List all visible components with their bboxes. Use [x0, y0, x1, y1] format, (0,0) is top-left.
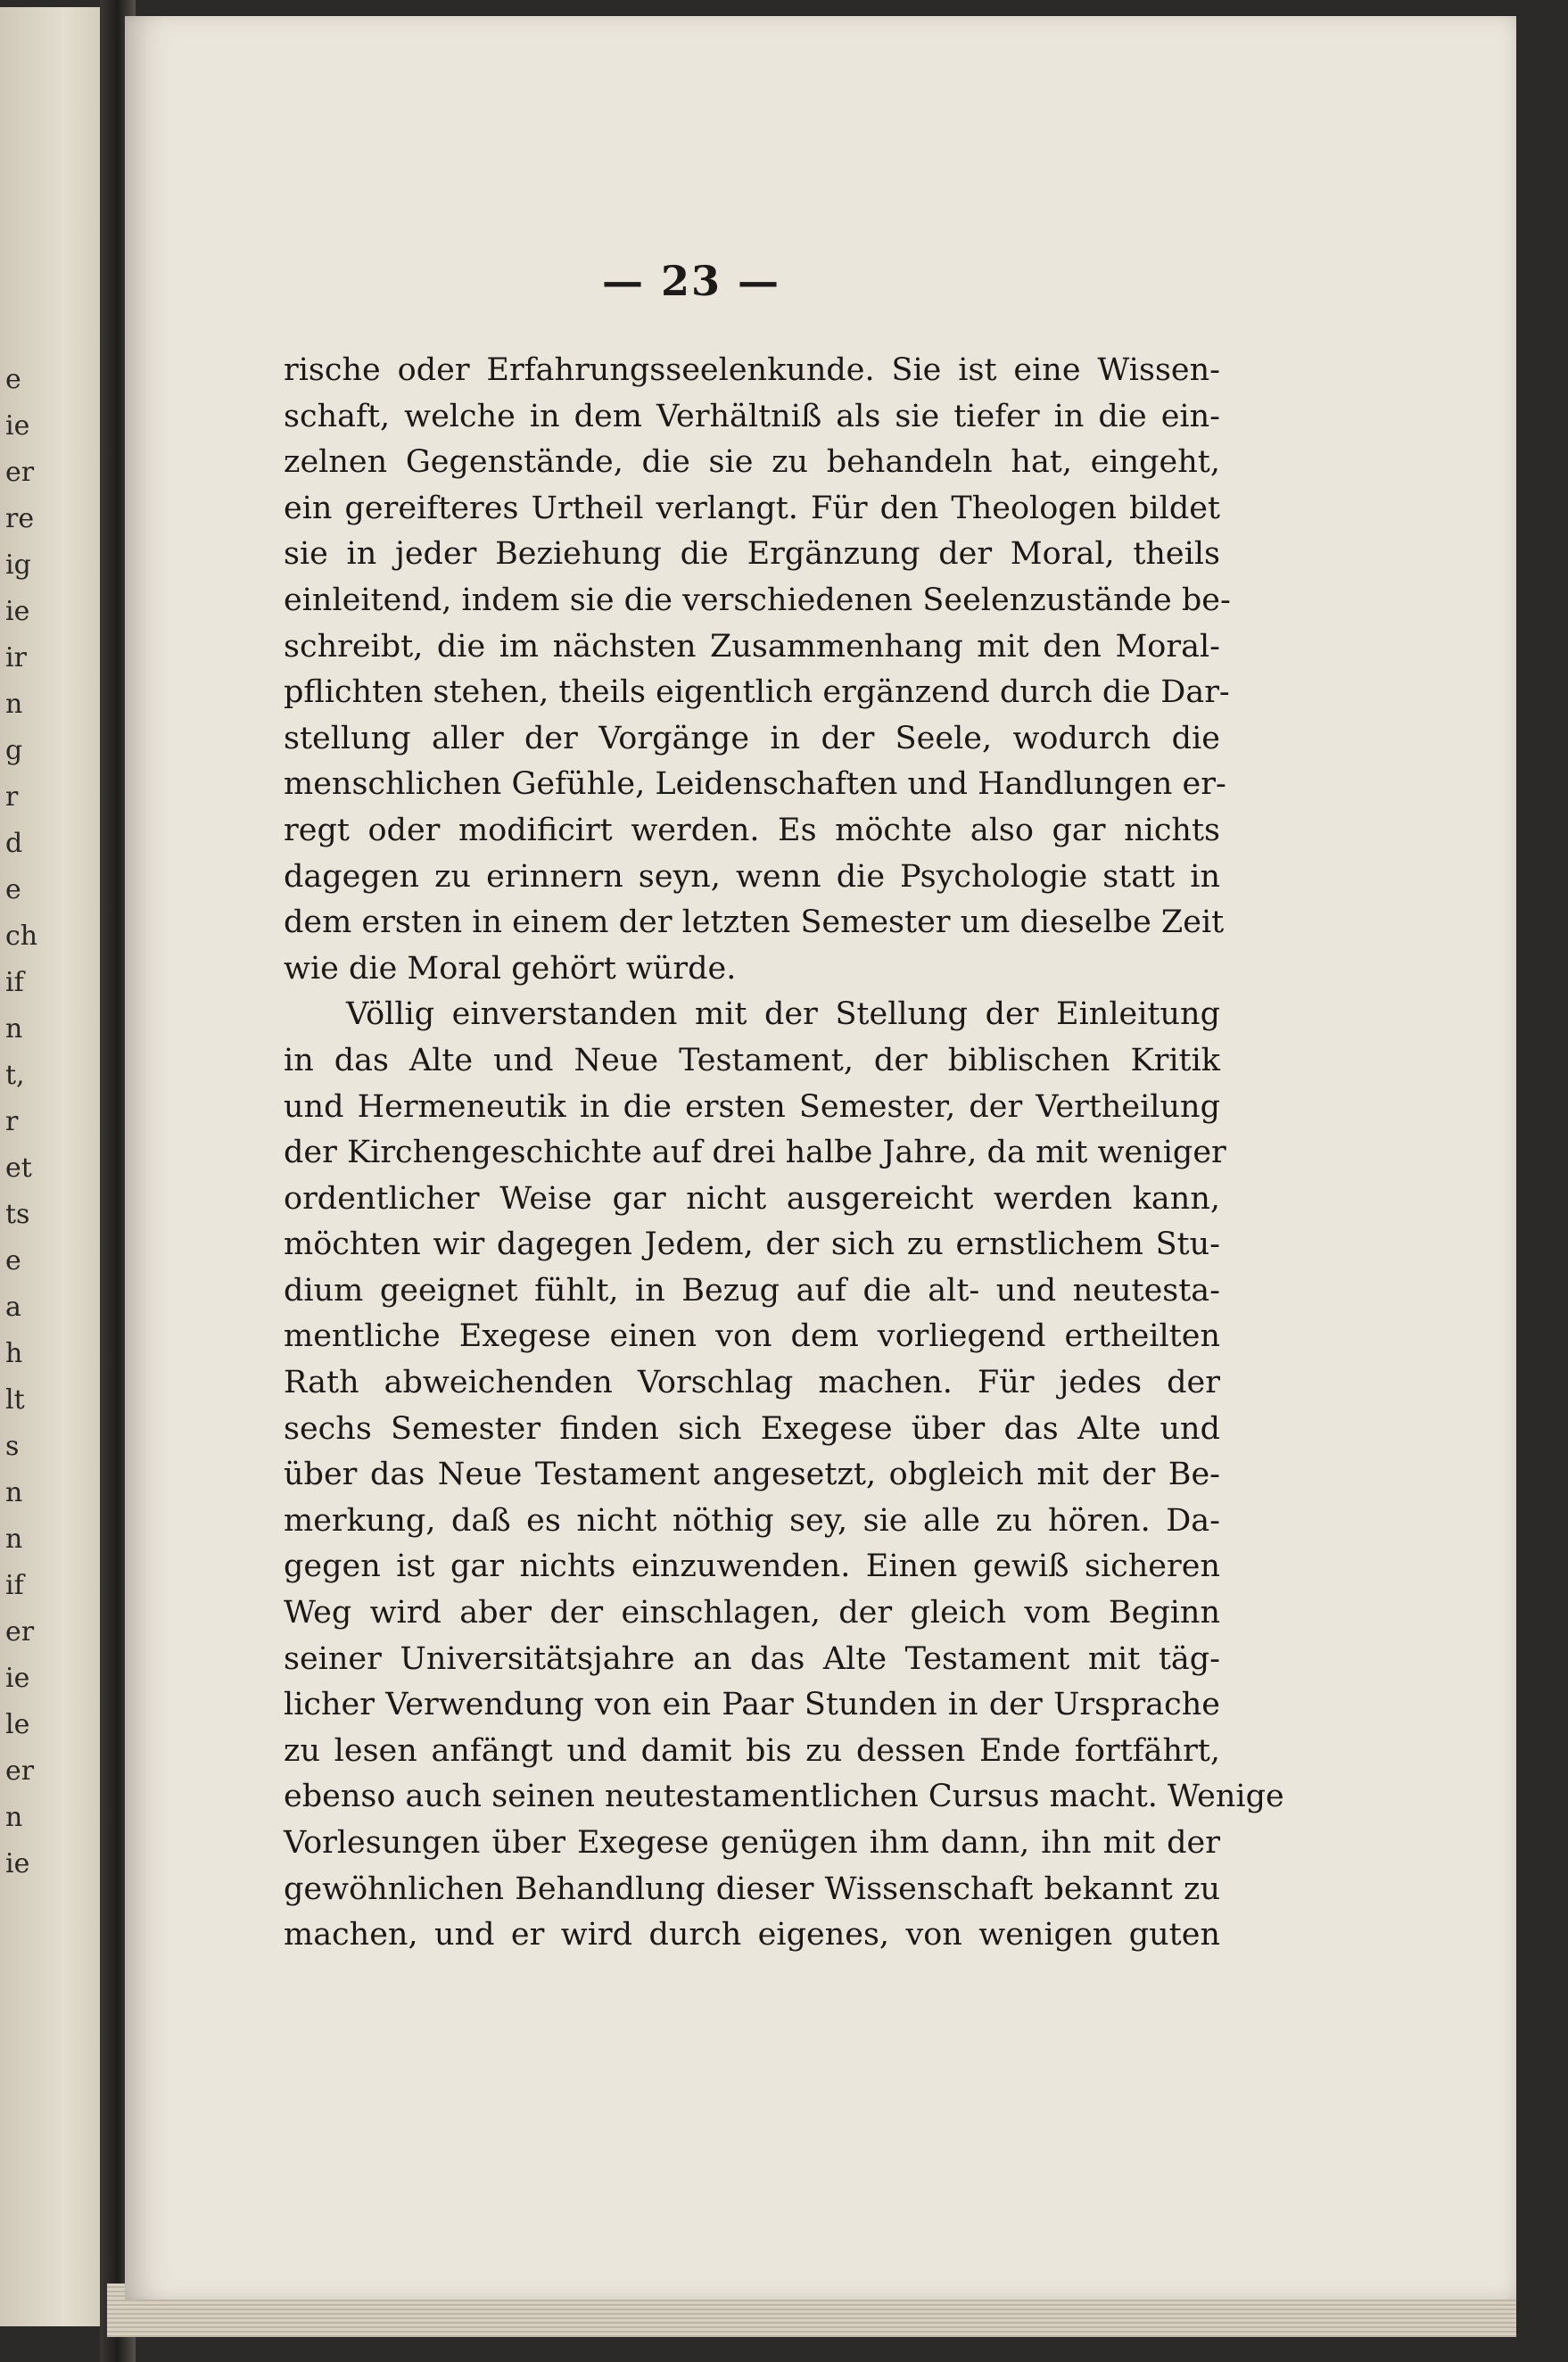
left-page-fragment: re [5, 503, 35, 534]
left-page-fragment: s [5, 1431, 20, 1462]
left-page-fragment: ie [5, 596, 30, 627]
text-line: gewöhnlichen Behandlung dieser Wissenschaft bekannt zu [284, 1871, 1220, 1907]
left-page-fragment: r [5, 781, 19, 813]
left-page-fragment: er [5, 1616, 35, 1648]
text-line: der Kirchengeschichte auf drei halbe Jahre, da mit weniger [284, 1135, 1226, 1171]
left-page-fragment: d [5, 828, 23, 859]
left-page-fragment: ir [5, 642, 27, 673]
text-line: dium geeignet fühlt, in Bezug auf die alt- und neutesta- [284, 1272, 1220, 1309]
left-page-fragment: er [5, 457, 35, 488]
page-number: — 23 — [601, 257, 781, 305]
left-page-fragment: ch [5, 921, 38, 952]
text-line: mentliche Exegese einen von dem vorliegend ertheilten [284, 1318, 1220, 1355]
left-page-fragment: if [5, 967, 24, 998]
text-line: über das Neue Testament angesetzt, obgleich mit der Be- [284, 1457, 1220, 1493]
left-page-fragment: lt [5, 1384, 25, 1416]
text-line: regt oder modificirt werden. Es möchte also gar nichts [284, 812, 1220, 848]
text-line: pflichten stehen, theils eigentlich ergänzend durch die Dar- [284, 674, 1230, 711]
text-line: seiner Universitätsjahre an das Alte Testament mit täg- [284, 1640, 1220, 1677]
left-page-fragment: e [5, 1245, 21, 1276]
paragraph-1 [284, 348, 1231, 992]
left-page-fragment: ig [5, 549, 31, 581]
left-page-fragment: h [5, 1338, 23, 1369]
text-line: zelnen Gegenstände, die sie zu behandeln hat, eingeht, [284, 444, 1220, 481]
left-page-fragment: n [5, 689, 23, 720]
text-line: rische oder Erfahrungsseelenkunde. Sie ist eine Wissen- [284, 352, 1220, 388]
left-page-fragment: g [5, 735, 23, 766]
text-line: menschlichen Gefühle, Leidenschaften und Handlungen er- [284, 766, 1226, 803]
facing-left-page [0, 7, 107, 2326]
left-page-fragment: ie [5, 1663, 30, 1694]
text-line: licher Verwendung von ein Paar Stunden in der Ursprache [284, 1687, 1220, 1723]
left-page-fragment: if [5, 1570, 24, 1601]
book-page [125, 16, 1516, 2300]
text-line: einleitend, indem sie die verschiedenen Seelenzustände be- [284, 582, 1231, 618]
text-line: Weg wird aber der einschlagen, der gleich vom Beginn [284, 1595, 1220, 1631]
text-line: schaft, welche in dem Verhältniß als sie tiefer in die ein- [284, 398, 1220, 434]
left-page-fragment: e [5, 364, 21, 395]
left-page-fragment: ts [5, 1199, 30, 1230]
left-page-fragment: n [5, 1477, 23, 1508]
body-text [284, 348, 1284, 1959]
left-page-fragment: le [5, 1709, 30, 1740]
text-line: wie die Moral gehört würde. [284, 950, 737, 987]
left-page-fragment: a [5, 1292, 21, 1323]
left-page-fragment: n [5, 1524, 23, 1555]
text-line: ein gereifteres Urtheil verlangt. Für den Theologen bildet [284, 490, 1220, 526]
left-page-fragment: ie [5, 1848, 30, 1879]
left-page-fragment: r [5, 1106, 19, 1137]
text-line: schreibt, die im nächsten Zusammenhang mit den Moral- [284, 628, 1220, 665]
text-line: und Hermeneutik in die ersten Semester, der Vertheilung [284, 1088, 1220, 1125]
left-page-fragment: t, [5, 1060, 25, 1091]
text-line: Völlig einverstanden mit der Stellung der Einleitung [346, 996, 1220, 1033]
paragraph-2 [284, 992, 1284, 1958]
text-line: in das Alte und Neue Testament, der biblischen Kritik [284, 1042, 1220, 1078]
left-page-fragment: n [5, 1802, 23, 1833]
text-line: dagegen zu erinnern seyn, wenn die Psychologie statt in [284, 858, 1220, 895]
text-line: ordentlicher Weise gar nicht ausgereicht werden kann, [284, 1180, 1220, 1217]
text-line: Rath abweichenden Vorschlag machen. Für jedes der [284, 1365, 1220, 1401]
left-page-fragment: ie [5, 410, 30, 442]
text-line: merkung, daß es nicht nöthig sey, sie alle zu hören. Da- [284, 1502, 1220, 1539]
text-line: ebenso auch seinen neutestamentlichen Cursus macht. Wenige [284, 1779, 1284, 1815]
text-line: möchten wir dagegen Jedem, der sich zu ernstlichem Stu- [284, 1226, 1220, 1263]
text-line: sie in jeder Beziehung die Ergänzung der Moral, theils [284, 536, 1220, 573]
text-line: Vorlesungen über Exegese genügen ihm dann, ihn mit der [284, 1825, 1220, 1861]
left-page-fragment: er [5, 1755, 35, 1787]
text-line: stellung aller der Vorgänge in der Seele, wodurch die [284, 720, 1220, 756]
text-line: gegen ist gar nichts einzuwenden. Einen gewiß sicheren [284, 1549, 1220, 1585]
left-page-fragment: n [5, 1013, 23, 1045]
text-line: dem ersten in einem der letzten Semester um dieselbe Zeit [284, 904, 1225, 941]
left-page-fragment: e [5, 874, 21, 905]
text-line: sechs Semester finden sich Exegese über das Alte und [284, 1410, 1220, 1447]
text-line: machen, und er wird durch eigenes, von wenigen guten [284, 1917, 1220, 1953]
text-line: zu lesen anfängt und damit bis zu dessen Ende fortfährt, [284, 1732, 1220, 1769]
left-page-fragment: et [5, 1152, 32, 1184]
